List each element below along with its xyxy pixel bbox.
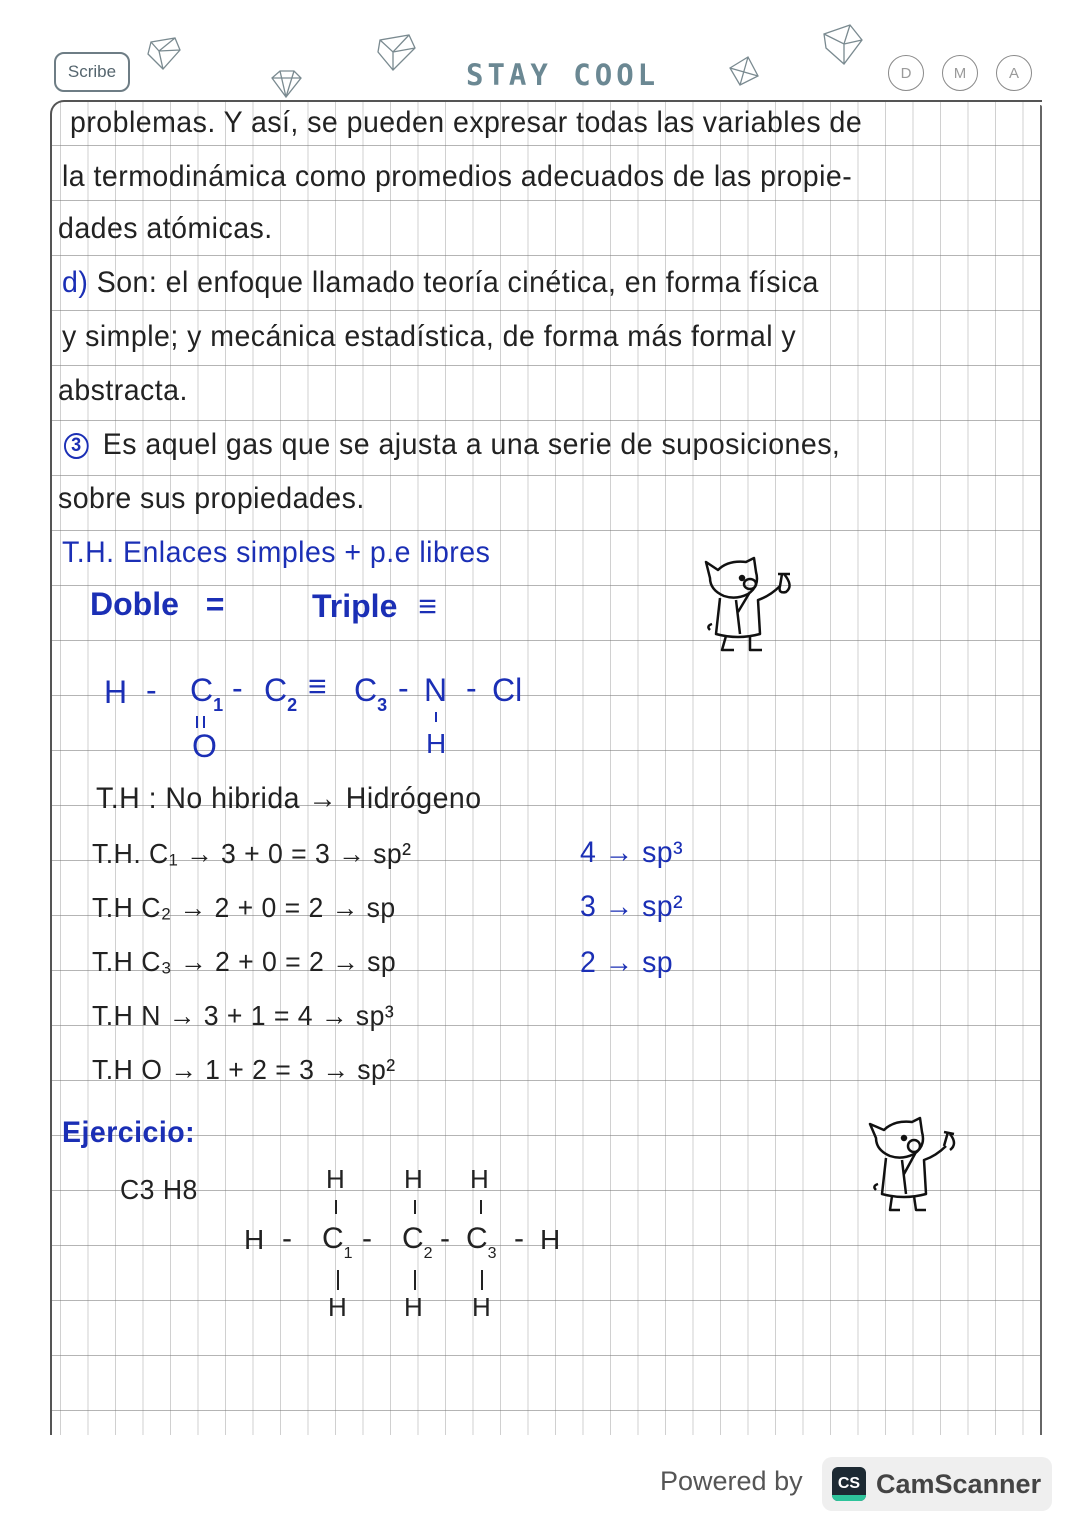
- atom-h: H: [470, 1164, 489, 1194]
- note-line: abstracta.: [58, 374, 188, 407]
- atom-n: N: [424, 672, 448, 708]
- double-label: Doble: [90, 586, 179, 622]
- atom-h: H: [540, 1224, 561, 1255]
- atom-h: H: [104, 674, 128, 710]
- diamond-icon: [820, 22, 866, 66]
- note-line: y simple; y mecánica estadística, de forma más formal y: [62, 320, 797, 353]
- diamond-icon: [375, 32, 419, 72]
- pig-scientist-icon: [864, 1112, 964, 1222]
- vertical-bond: [335, 1200, 337, 1214]
- atom-h: H: [404, 1164, 423, 1194]
- atom-cl: Cl: [492, 672, 523, 708]
- powered-by-text: Powered by: [660, 1466, 803, 1496]
- section-heading: T.H. Enlaces simples + p.e libres: [62, 536, 491, 569]
- single-bond: -: [362, 1222, 372, 1255]
- atom-c2: $C_2$: [264, 672, 298, 715]
- diamond-icon: [145, 36, 183, 72]
- atom-h: H: [326, 1164, 345, 1194]
- atom-h: H: [472, 1292, 491, 1322]
- triple-label: Triple: [312, 588, 398, 624]
- note-line: problemas. Y así, se pueden expresar todas las variables de: [70, 106, 863, 139]
- diamond-icon: [268, 68, 304, 100]
- note-line: la termodinámica como promedios adecuados de las propie-: [62, 160, 853, 193]
- atom-c: $C_1$: [322, 1222, 353, 1262]
- single-bond-vertical: [435, 712, 437, 722]
- vertical-bond: [480, 1200, 482, 1214]
- vertical-bond: [414, 1270, 416, 1290]
- atom-h: H: [328, 1292, 347, 1322]
- camscanner-logo-icon: CS: [832, 1467, 866, 1501]
- double-bond-label: [90, 586, 224, 623]
- atom-c3: $C_3$: [354, 672, 388, 715]
- answer-d-label: d): [62, 266, 89, 299]
- single-bond: -: [514, 1222, 524, 1255]
- exercise-title: Ejercicio:: [62, 1116, 196, 1149]
- answer-d-text: Son: el enfoque llamado teoría cinética, en forma física: [96, 266, 819, 299]
- single-bond: -: [232, 670, 243, 706]
- hybridization-key: 4 → sp³: [580, 836, 684, 869]
- single-bond: -: [440, 1222, 450, 1255]
- note-line: sobre sus propiedades.: [58, 482, 365, 515]
- atom-c: $C_2$: [402, 1222, 433, 1262]
- triple-bond: ≡: [308, 668, 327, 704]
- hybridization-row: T.H. C₁ → 3 + 0 = 3 → sp²: [92, 838, 412, 869]
- vertical-bond: [337, 1270, 339, 1290]
- year-circle: A: [996, 55, 1032, 91]
- camscanner-name: CamScanner: [876, 1468, 1042, 1499]
- hybridization-key: 2 → sp: [580, 946, 674, 979]
- camscanner-badge: [822, 1457, 1052, 1511]
- triple-bond-label: [312, 588, 437, 625]
- single-bond: -: [282, 1222, 292, 1255]
- sheet-border: [1040, 105, 1042, 1435]
- brand-badge: Scribe: [54, 52, 130, 92]
- diamond-icon: [726, 54, 762, 88]
- atom-o: O: [192, 728, 217, 764]
- notebook-header: [0, 0, 1080, 100]
- double-bond-vertical: [203, 716, 205, 728]
- vertical-bond: [414, 1200, 416, 1214]
- day-circle: D: [888, 55, 924, 91]
- note-line: dades atómicas.: [58, 212, 273, 245]
- single-bond: -: [398, 670, 409, 706]
- single-bond: -: [146, 672, 157, 708]
- hybridization-intro: T.H : No hibrida → Hidrógeno: [96, 782, 482, 815]
- answer-d-line: [62, 266, 819, 300]
- answer-3-text: Es aquel gas que se ajusta a una serie de suposiciones,: [102, 428, 841, 461]
- vertical-bond: [481, 1270, 483, 1290]
- atom-h: H: [426, 728, 447, 759]
- triple-bond-symbol: ≡: [418, 588, 437, 624]
- hybridization-row: T.H N → 3 + 1 = 4 → sp³: [92, 1000, 395, 1031]
- question-number-badge: 3: [64, 433, 89, 459]
- atom-c1: $C_1$: [190, 672, 224, 715]
- atom-h: H: [404, 1292, 423, 1322]
- double-bond-symbol: =: [205, 586, 225, 622]
- hybridization-key: 3 → sp²: [580, 890, 684, 923]
- hybridization-row: T.H C₂ → 2 + 0 = 2 → sp: [92, 892, 396, 923]
- header-title: STAY COOL: [466, 58, 660, 92]
- exercise-formula: C3 H8: [120, 1174, 198, 1205]
- answer-3-line: [64, 428, 840, 462]
- atom-h: H: [244, 1224, 265, 1255]
- atom-c: $C_3$: [466, 1222, 497, 1262]
- hybridization-row: T.H O → 1 + 2 = 3 → sp²: [92, 1054, 396, 1085]
- month-circle: M: [942, 55, 978, 91]
- double-bond-vertical: [196, 716, 198, 728]
- single-bond: -: [466, 670, 477, 706]
- pig-scientist-icon: [698, 552, 798, 662]
- hybridization-row: T.H C₃ → 2 + 0 = 2 → sp: [92, 946, 397, 977]
